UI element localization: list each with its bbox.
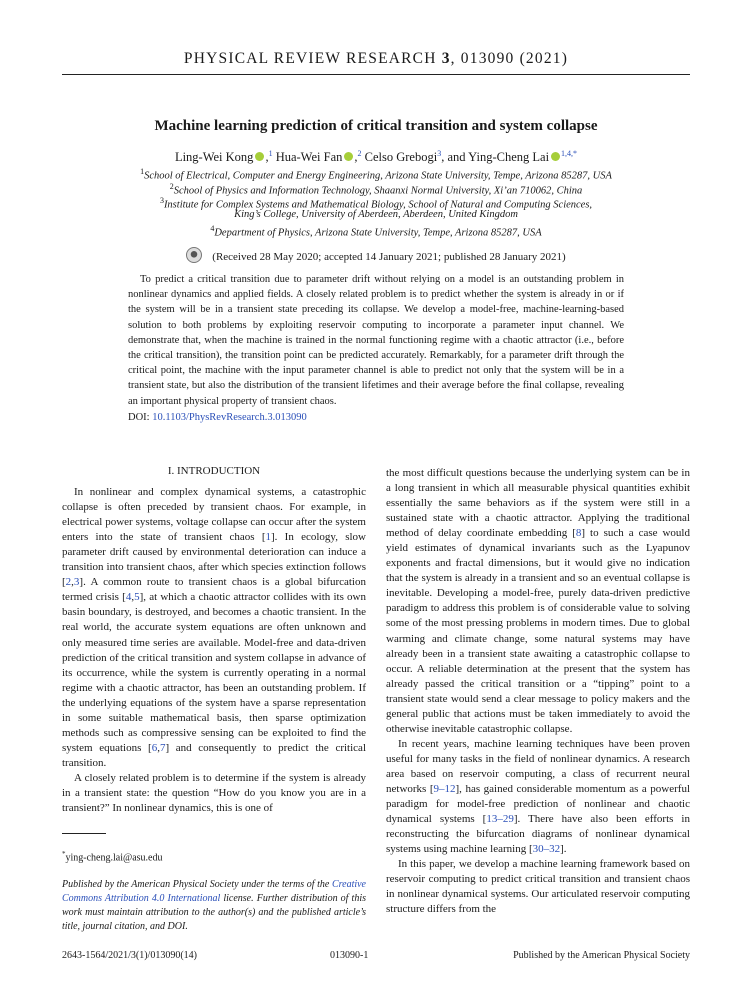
footer-issn: 2643-1564/2021/3(1)/013090(14) bbox=[62, 950, 197, 961]
author-name[interactable]: Ling-Wei Kong bbox=[174, 150, 254, 165]
citation-link[interactable]: 8 bbox=[575, 527, 582, 540]
body-text: ]. A common route to transient chaos is a global bifurcation termed crisis [ bbox=[62, 576, 366, 604]
citation-link[interactable]: 7 bbox=[159, 741, 166, 754]
crossmark-icon[interactable] bbox=[186, 247, 202, 263]
affiliation-text: Department of Physics, Arizona State University, Tempe, Arizona 85287, USA bbox=[214, 227, 542, 239]
author-sep: , bbox=[265, 150, 269, 165]
license-text-post: license. Further distribution of this work must maintain attribution to the author(s) and the published article’s title, journal citation, and DOI. bbox=[62, 893, 366, 932]
body-paragraph: A closely related problem is to determine if the system is already in a transient state: the question “How do you know you are in a transient?” In nonlinear dynamics, this is one of bbox=[62, 771, 366, 815]
affiliation-number: 4 bbox=[210, 224, 215, 233]
citation-link[interactable]: 30–32 bbox=[532, 843, 561, 856]
orcid-icon[interactable] bbox=[255, 152, 264, 161]
doi-label: DOI: bbox=[128, 412, 153, 423]
author-affil-mark[interactable]: 3 bbox=[437, 149, 442, 158]
citation-link[interactable]: 1 bbox=[265, 531, 272, 544]
body-text: ] to such a case would yield estimates of dynamical invariants such as the Lyapunov exponents and fractal dimensions, but it would give no indication that the system is already in a transient and so an eventual collapse is inevitable. Developing a model-free, purely data-driven predictive paradigm to address this problem is of considerable value to solving some of the most pressing problems in modern times. Due to global warming and climate change, some natural systems may have already been in a transient state awaiting a catastrophic collapse to occur. A reliable determination at the present that the system has already passed the critical transition or a “tipping” point to a transient state would send a clear message to policy makers and the general public that actions must be taken immediately to avoid the otherwise inevitable catastrophic collapse. bbox=[386, 527, 690, 735]
author-affil-mark[interactable]: 1,4,* bbox=[561, 149, 578, 158]
author-affil-mark[interactable]: 2 bbox=[357, 149, 362, 158]
body-paragraph bbox=[386, 466, 690, 737]
left-column bbox=[62, 464, 366, 816]
body-text: ], has gained considerable momentum as a powerful paradigm for model-free prediction of nonlinear and chaotic dynamical systems [ bbox=[386, 782, 690, 826]
paper-title: Machine learning prediction of critical transition and system collapse bbox=[154, 118, 598, 134]
affiliation-number: 2 bbox=[169, 182, 174, 191]
license-text-pre: Published by the American Physical Society under the terms of the bbox=[62, 879, 332, 890]
license-link[interactable]: Creative Commons Attribution 4.0 International bbox=[62, 879, 366, 904]
body-text: ]. In ecology, slow parameter drift caused by environmental deterioration can induce a transition into transient chaos, after which species extinction follows [ bbox=[62, 531, 366, 589]
affiliation-text: King’s College, University of Aberdeen, Aberdeen, United Kingdom bbox=[234, 209, 518, 220]
corresponding-email[interactable]: ying-cheng.lai@asu.edu bbox=[65, 852, 163, 864]
body-text: , bbox=[131, 591, 135, 604]
corresponding-author-footnote bbox=[62, 850, 162, 863]
body-text: In nonlinear and complex dynamical systems, a catastrophic collapse is often preceded by transient chaos. For example, in electrical power systems, voltage collapse can occur after the system enters into the state of transient chaos [ bbox=[62, 486, 366, 544]
body-text: the most difficult questions because the underlying system can be in a long transient in which all measurable physical quantities exhibit essentially the same behaviors as if the system were still in a sustained state with a chaotic attractor. Applying the traditional method of delay coordinate embedding [ bbox=[386, 467, 690, 540]
license-note bbox=[62, 878, 366, 934]
citation-link[interactable]: 2 bbox=[65, 576, 72, 589]
section-heading: I. INTRODUCTION bbox=[167, 465, 261, 477]
body-text: ], at which a chaotic attractor collides with its own basin boundary, is destroyed, and becomes a chaotic transient. In the real world, the accurate system equations are often unknown and only measured time series are available. Model-free and data-driven prediction of the critical transition and system collapse in advance of its occurrence, while the system is currently operating in a normal regime with a chaotic attractor, has been an outstanding problem. If the underlying equations of the system have a sparse representation in some suitable mathematical basis, then sparse optimization methods such as compressive sensing can be exploited to find the system equations [ bbox=[62, 591, 366, 754]
citation-link[interactable]: 3 bbox=[73, 576, 80, 589]
author-name[interactable]: Ying-Cheng Lai bbox=[468, 150, 550, 165]
affiliation-number: 1 bbox=[140, 167, 145, 176]
citation-link[interactable]: 6 bbox=[151, 741, 158, 754]
body-text: In recent years, machine learning techniques have been proven useful for many tasks in the field of nonlinear dynamics. A research area based on reservoir computing, a class of recurrent neural networks [ bbox=[386, 737, 690, 795]
body-paragraph bbox=[386, 737, 690, 857]
author-affil-mark[interactable]: 1 bbox=[268, 149, 273, 158]
citation-link[interactable]: 4 bbox=[125, 591, 132, 604]
citation-link[interactable]: 13–29 bbox=[486, 813, 514, 826]
citation-link[interactable]: 9–12 bbox=[433, 782, 456, 795]
orcid-icon[interactable] bbox=[551, 152, 560, 161]
affiliation bbox=[62, 208, 690, 222]
author-sep: , bbox=[354, 150, 358, 165]
author-sep: , and bbox=[441, 150, 469, 165]
journal-volume: 3 bbox=[441, 50, 451, 67]
footnote-rule bbox=[62, 833, 106, 834]
affiliation bbox=[62, 222, 690, 241]
body-paragraph: In this paper, we develop a machine learning framework based on reservoir computing to predict critical transition and transient chaos in nonlinear dynamical systems. Our articulated reservoir computing structure differs from the bbox=[386, 858, 690, 916]
footer-page-number: 013090-1 bbox=[330, 950, 369, 961]
body-paragraph bbox=[62, 485, 366, 771]
publication-history bbox=[62, 247, 690, 263]
footnote-mark: * bbox=[62, 850, 66, 858]
header-rule bbox=[62, 74, 690, 75]
author-name[interactable]: Hua-Wei Fan bbox=[275, 150, 343, 165]
body-text: ]. There have also been efforts in reconstructing the bifurcation diagrams of nonlinear dynamical systems using machine learning [ bbox=[386, 813, 690, 856]
doi-link[interactable]: 10.1103/PhysRevResearch.3.013090 bbox=[152, 412, 307, 423]
footer-publisher: Published by the American Physical Society bbox=[513, 950, 690, 961]
affiliation-text: School of Physics and Information Technology, Shaanxi Normal University, Xi’an 710062, China bbox=[173, 185, 583, 197]
affiliation-text: Institute for Complex Systems and Mathematical Biology, School of Natural and Computing Sciences, bbox=[163, 199, 593, 211]
citation-link[interactable]: 5 bbox=[134, 591, 140, 604]
body-text: , bbox=[157, 741, 160, 754]
body-text: ]. bbox=[560, 843, 567, 856]
author-list bbox=[62, 149, 690, 165]
affiliation-text: School of Electrical, Computer and Energy Engineering, Arizona State University, Tempe, Arizona 85287, USA bbox=[144, 170, 612, 182]
right-column bbox=[386, 466, 690, 917]
received-dates: (Received 28 May 2020; accepted 14 January 2021; published 28 January 2021) bbox=[212, 251, 566, 263]
doi bbox=[128, 412, 307, 423]
author-name[interactable]: Celso Grebogi bbox=[364, 150, 438, 165]
affiliation-number: 3 bbox=[159, 196, 164, 205]
orcid-icon[interactable] bbox=[344, 152, 353, 161]
journal-header bbox=[62, 50, 690, 68]
journal-citation: , 013090 (2021) bbox=[450, 50, 569, 67]
body-text: ] and consequently to predict the critical transition. bbox=[62, 741, 366, 769]
body-text: , bbox=[71, 576, 74, 589]
abstract: To predict a critical transition due to parameter drift without relying on a model is an outstanding problem in nonlinear dynamics and applied fields. A closely related problem is to predict whether the system is already in or if the system will be in a transient state preceding its collapse. We develop a model-free, machine-learning-based solution to both problems by exploiting reservoir computing to incorporate a parameter input channel. We demonstrate that, when the machine is trained in the normal functioning regime with a chaotic attractor (i.e., before the critical transition), the transition point can be predicted accurately. Remarkably, for a parameter drift through the critical point, the machine with the input parameter channel is able to predict not only that the system will be in a transient state, but also the distribution of the transient lifetimes and their average before the final collapse, revealing an important physical property of transient chaos. bbox=[128, 274, 624, 407]
journal-name: PHYSICAL REVIEW RESEARCH bbox=[183, 50, 437, 67]
